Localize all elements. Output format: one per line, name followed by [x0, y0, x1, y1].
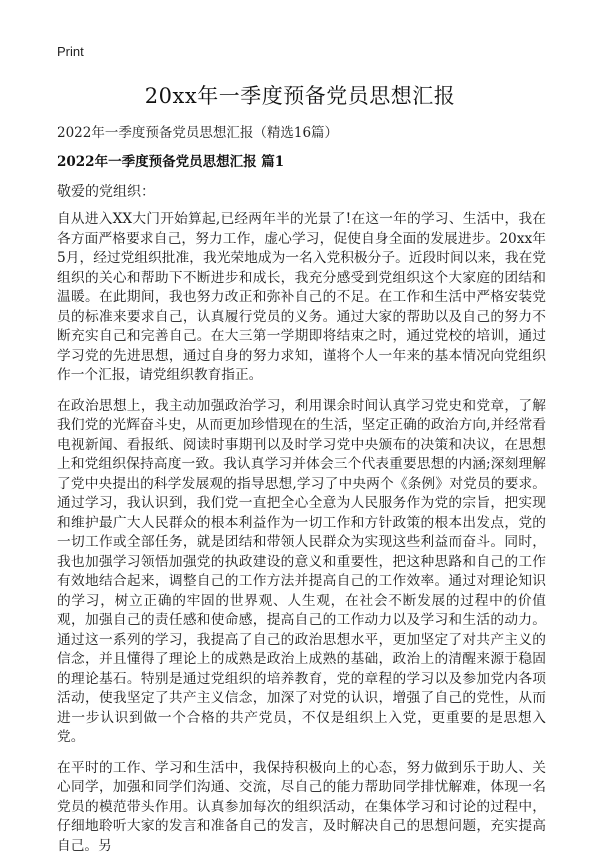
document-subtitle: 2022年一季度预备党员思想汇报（精选16篇）	[57, 125, 339, 141]
print-link[interactable]: Print	[57, 44, 84, 59]
body-text	[57, 210, 546, 867]
salutation: 敬爱的党组织：	[57, 184, 155, 200]
paragraph-3: 在平时的工作、学习和生活中，我保持积极向上的心态，努力做到乐于助人、关心同学，加强和同学们沟通、交流，尽自己的能力帮助同学排忧解难，体现一名党员的模范带头作用。认真参加每次的组织活动，在集体学习和讨论的过程中，仔细地聆听大家的发言和准备自己的发言，及时解决自己的思想问题，充实提高自己。另	[57, 759, 546, 854]
paragraph-1: 自从进入XX大门开始算起,已经两年半的光景了!在这一年的学习、生活中，我在各方面严格要求自己，努力工作，虚心学习，促使自身全面的发展进步。20xx年5月，经过党组织批准，我光荣地成为一名入党积极分子。近段时间以来，我在党组织的关心和帮助下不断进步和成长，我充分感受到党组织这个大家庭的团结和温暖。在此期间，我也努力改正和弥补自己的不足。在工作和生活中严格安装党员的标准来要求自己，认真履行党员的义务。通过大家的帮助以及自己的努力不断充实自己和完善自己。在大三第一学期即将结束之时，通过党校的培训，通过学习党的先进思想，通过自身的努力求知，谨将个人一年来的基本情况向党组织作一个汇报，请党组织教育指正。	[57, 211, 546, 383]
paragraph-2: 在政治思想上，我主动加强政治学习，利用课余时间认真学习党史和党章，了解我们党的光辉奋斗史，从而更加珍惜现在的生活，坚定正确的政治方向,并经常看电视新闻、看报纸、阅读时事期刊以及时学习党中央颁布的决策和决议，在思想上和党组织保持高度一致。我认真学习并体会三个代表重要思想的内涵;深刻理解了党中央提出的科学发展观的指导思想,学习了中央两个《条例》对党员的要求。通过学习，我认识到，我们党一直把全心全意为人民服务作为党的宗旨，把实现和维护最广大人民群众的根本利益作为一切工作和方针政策的根本出发点，党的一切工作或全部任务，就是团结和带领人民群众为实现这些利益而奋斗。同时，我也加强学习领悟加强党的执政建设的意义和重要性，把这种思路和自己的工作有效地结合起来，调整自己的工作方法并提高自己的工作效率。通过对理论知识的学习，树立正确的牢固的世界观、人生观，在社会不断发展的过程中的价值观，加强自己的责任感和使命感，提高自己的工作动力以及学习和生活的动力。通过这一系列的学习，我提高了自己的政治思想水平，更加坚定了对共产主义的信念，并且懂得了理论上的成熟是政治上成熟的基础，政治上的清醒来源于稳固的理论基石。特别是通过党组织的培养教育，党的章程的学习以及参加党内各项活动，使我坚定了共产主义信念，加深了对党的认识，增强了自己的党性，从而进一步认识到做一个合格的共产党员，不仅是组织上入党，更重要的是思想入党。	[57, 397, 546, 745]
section-heading: 2022年一季度预备党员思想汇报 篇1	[57, 154, 285, 170]
document-title: 20xx年一季度预备党员思想汇报	[144, 84, 456, 108]
